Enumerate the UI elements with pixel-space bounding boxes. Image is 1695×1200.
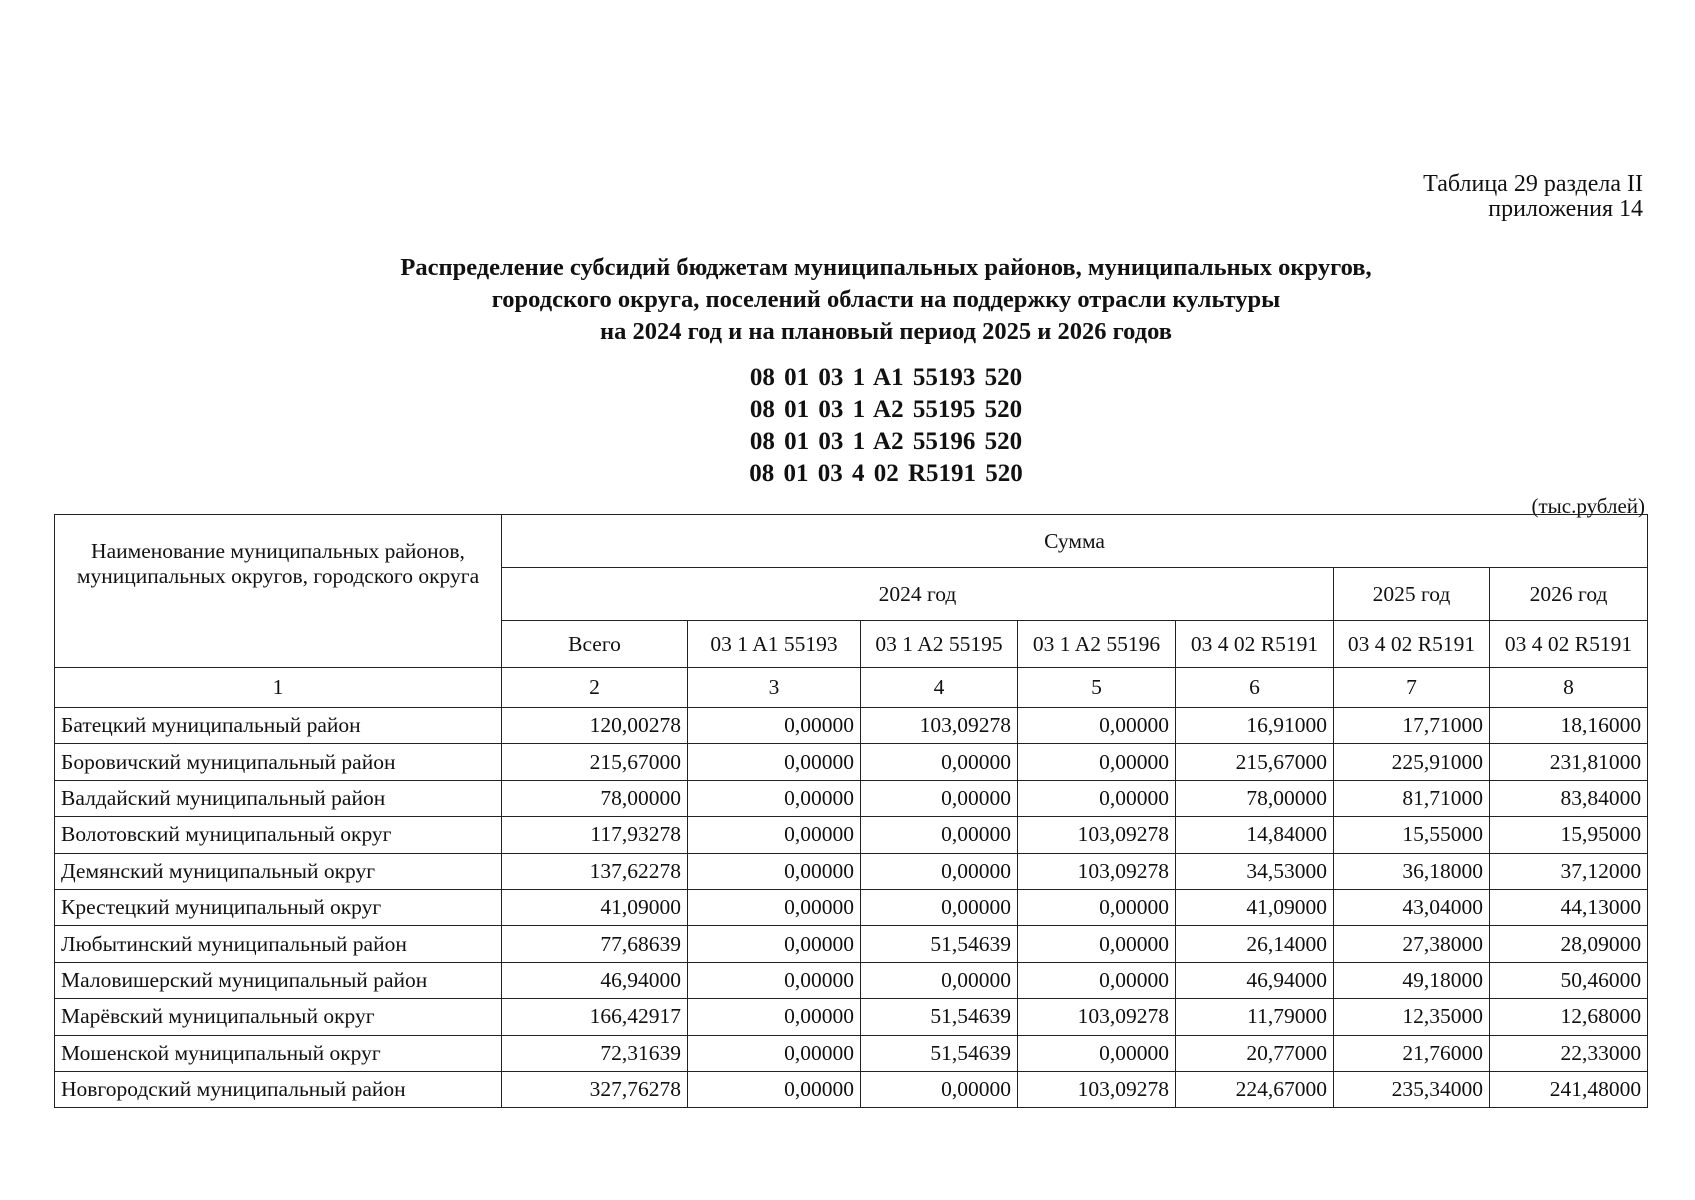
amount-cell: 0,00000 xyxy=(688,817,861,853)
municipality-name: Марёвский муниципальный округ xyxy=(55,999,502,1035)
amount-cell: 16,91000 xyxy=(1176,708,1334,744)
amount-cell: 15,55000 xyxy=(1334,817,1490,853)
amount-cell: 14,84000 xyxy=(1176,817,1334,853)
reference-line-1: Таблица 29 раздела II xyxy=(1423,171,1643,197)
amount-cell: 21,76000 xyxy=(1334,1035,1490,1071)
column-number: 7 xyxy=(1334,668,1490,708)
amount-cell: 11,79000 xyxy=(1176,999,1334,1035)
title-line: на 2024 год и на плановый период 2025 и 2026 годов xyxy=(599,318,1172,345)
budget-codes xyxy=(0,362,1695,490)
amount-cell: 103,09278 xyxy=(1018,1071,1176,1107)
amount-cell: 50,46000 xyxy=(1490,962,1648,998)
table-row xyxy=(55,889,1648,925)
amount-cell: 46,94000 xyxy=(502,962,688,998)
amount-cell: 26,14000 xyxy=(1176,926,1334,962)
year-2026-header: 2026 год xyxy=(1490,568,1648,621)
title-line: Распределение субсидий бюджетам муниципальных районов, муниципальных округов, xyxy=(400,254,1372,281)
amount-cell: 0,00000 xyxy=(1018,1035,1176,1071)
table-row xyxy=(55,1071,1648,1107)
amount-cell: 44,13000 xyxy=(1490,889,1648,925)
municipality-name: Маловишерский муниципальный район xyxy=(55,962,502,998)
amount-cell: 0,00000 xyxy=(688,926,861,962)
amount-cell: 103,09278 xyxy=(861,708,1018,744)
amount-cell: 36,18000 xyxy=(1334,853,1490,889)
name-column-header: Наименование муниципальных районов, муниципальных округов, городского округа xyxy=(55,515,502,668)
amount-cell: 0,00000 xyxy=(861,780,1018,816)
amount-cell: 15,95000 xyxy=(1490,817,1648,853)
amount-cell: 77,68639 xyxy=(502,926,688,962)
table-row xyxy=(55,853,1648,889)
sum-header: Сумма xyxy=(502,515,1648,568)
amount-cell: 18,16000 xyxy=(1490,708,1648,744)
amount-cell: 137,62278 xyxy=(502,853,688,889)
subsidy-table xyxy=(54,514,1648,1108)
column-number: 3 xyxy=(688,668,861,708)
amount-cell: 20,77000 xyxy=(1176,1035,1334,1071)
column-number: 4 xyxy=(861,668,1018,708)
amount-cell: 0,00000 xyxy=(688,889,861,925)
amount-cell: 0,00000 xyxy=(861,853,1018,889)
amount-cell: 41,09000 xyxy=(502,889,688,925)
amount-cell: 0,00000 xyxy=(861,889,1018,925)
amount-cell: 43,04000 xyxy=(1334,889,1490,925)
budget-code: 08 01 03 1 A2 55195 520 xyxy=(749,396,1023,423)
amount-cell: 46,94000 xyxy=(1176,962,1334,998)
amount-cell: 225,91000 xyxy=(1334,744,1490,780)
amount-cell: 0,00000 xyxy=(1018,744,1176,780)
amount-cell: 0,00000 xyxy=(1018,962,1176,998)
amount-cell: 27,38000 xyxy=(1334,926,1490,962)
units-label: (тыс.рублей) xyxy=(1531,494,1645,518)
amount-cell: 0,00000 xyxy=(688,744,861,780)
amount-cell: 0,00000 xyxy=(1018,889,1176,925)
amount-cell: 17,71000 xyxy=(1334,708,1490,744)
year-2025-header: 2025 год xyxy=(1334,568,1490,621)
amount-cell: 120,00278 xyxy=(502,708,688,744)
amount-cell: 166,42917 xyxy=(502,999,688,1035)
table-row xyxy=(55,708,1648,744)
municipality-name: Крестецкий муниципальный округ xyxy=(55,889,502,925)
amount-cell: 51,54639 xyxy=(861,999,1018,1035)
column-number: 8 xyxy=(1490,668,1648,708)
column-number: 2 xyxy=(502,668,688,708)
column-number: 5 xyxy=(1018,668,1176,708)
table-row xyxy=(55,817,1648,853)
amount-cell: 0,00000 xyxy=(861,1071,1018,1107)
municipality-name: Боровичский муниципальный район xyxy=(55,744,502,780)
table-row xyxy=(55,780,1648,816)
amount-cell: 0,00000 xyxy=(1018,708,1176,744)
municipality-name: Демянский муниципальный округ xyxy=(55,853,502,889)
amount-cell: 103,09278 xyxy=(1018,853,1176,889)
amount-cell: 0,00000 xyxy=(688,780,861,816)
table-row xyxy=(55,962,1648,998)
amount-cell: 0,00000 xyxy=(688,962,861,998)
code-column-header: 03 1 A2 55195 xyxy=(861,621,1018,668)
amount-cell: 0,00000 xyxy=(688,708,861,744)
code-column-header: 03 1 A2 55196 xyxy=(1018,621,1176,668)
amount-cell: 83,84000 xyxy=(1490,780,1648,816)
budget-code: 08 01 03 4 02 R5191 520 xyxy=(749,460,1023,487)
amount-cell: 0,00000 xyxy=(688,1071,861,1107)
amount-cell: 49,18000 xyxy=(1334,962,1490,998)
amount-cell: 12,35000 xyxy=(1334,999,1490,1035)
amount-cell: 28,09000 xyxy=(1490,926,1648,962)
municipality-name: Волотовский муниципальный округ xyxy=(55,817,502,853)
code-column-header: 03 4 02 R5191 xyxy=(1334,621,1490,668)
table-row xyxy=(55,744,1648,780)
budget-code: 08 01 03 1 A1 55193 520 xyxy=(749,364,1023,391)
municipality-name: Новгородский муниципальный район xyxy=(55,1071,502,1107)
amount-cell: 103,09278 xyxy=(1018,999,1176,1035)
amount-cell: 12,68000 xyxy=(1490,999,1648,1035)
amount-cell: 231,81000 xyxy=(1490,744,1648,780)
amount-cell: 215,67000 xyxy=(502,744,688,780)
amount-cell: 0,00000 xyxy=(688,999,861,1035)
column-number: 6 xyxy=(1176,668,1334,708)
amount-cell: 34,53000 xyxy=(1176,853,1334,889)
amount-cell: 0,00000 xyxy=(861,962,1018,998)
budget-code: 08 01 03 1 A2 55196 520 xyxy=(749,428,1023,455)
table-reference xyxy=(1423,172,1643,222)
amount-cell: 327,76278 xyxy=(502,1071,688,1107)
amount-cell: 37,12000 xyxy=(1490,853,1648,889)
code-column-header: 03 4 02 R5191 xyxy=(1490,621,1648,668)
year-2024-header: 2024 год xyxy=(502,568,1334,621)
code-column-header: 03 1 A1 55193 xyxy=(688,621,861,668)
reference-line-2: приложения 14 xyxy=(1488,196,1643,222)
amount-cell: 51,54639 xyxy=(861,926,1018,962)
amount-cell: 0,00000 xyxy=(1018,926,1176,962)
municipality-name: Любытинский муниципальный район xyxy=(55,926,502,962)
municipality-name: Мошенской муниципальный округ xyxy=(55,1035,502,1071)
amount-cell: 78,00000 xyxy=(502,780,688,816)
municipality-name: Батецкий муниципальный район xyxy=(55,708,502,744)
amount-cell: 0,00000 xyxy=(861,744,1018,780)
amount-cell: 215,67000 xyxy=(1176,744,1334,780)
amount-cell: 241,48000 xyxy=(1490,1071,1648,1107)
amount-cell: 78,00000 xyxy=(1176,780,1334,816)
amount-cell: 0,00000 xyxy=(861,817,1018,853)
municipality-name: Валдайский муниципальный район xyxy=(55,780,502,816)
code-column-header: Всего xyxy=(502,621,688,668)
table-row xyxy=(55,926,1648,962)
amount-cell: 0,00000 xyxy=(688,853,861,889)
amount-cell: 41,09000 xyxy=(1176,889,1334,925)
amount-cell: 72,31639 xyxy=(502,1035,688,1071)
amount-cell: 224,67000 xyxy=(1176,1071,1334,1107)
amount-cell: 103,09278 xyxy=(1018,817,1176,853)
amount-cell: 22,33000 xyxy=(1490,1035,1648,1071)
amount-cell: 0,00000 xyxy=(1018,780,1176,816)
amount-cell: 0,00000 xyxy=(688,1035,861,1071)
amount-cell: 235,34000 xyxy=(1334,1071,1490,1107)
code-column-header: 03 4 02 R5191 xyxy=(1176,621,1334,668)
amount-cell: 117,93278 xyxy=(502,817,688,853)
table-row xyxy=(55,999,1648,1035)
amount-cell: 81,71000 xyxy=(1334,780,1490,816)
title-line: городского округа, поселений области на поддержку отрасли культуры xyxy=(491,286,1281,313)
document-title xyxy=(0,252,1695,348)
amount-cell: 51,54639 xyxy=(861,1035,1018,1071)
column-number: 1 xyxy=(55,668,502,708)
table-row xyxy=(55,1035,1648,1071)
